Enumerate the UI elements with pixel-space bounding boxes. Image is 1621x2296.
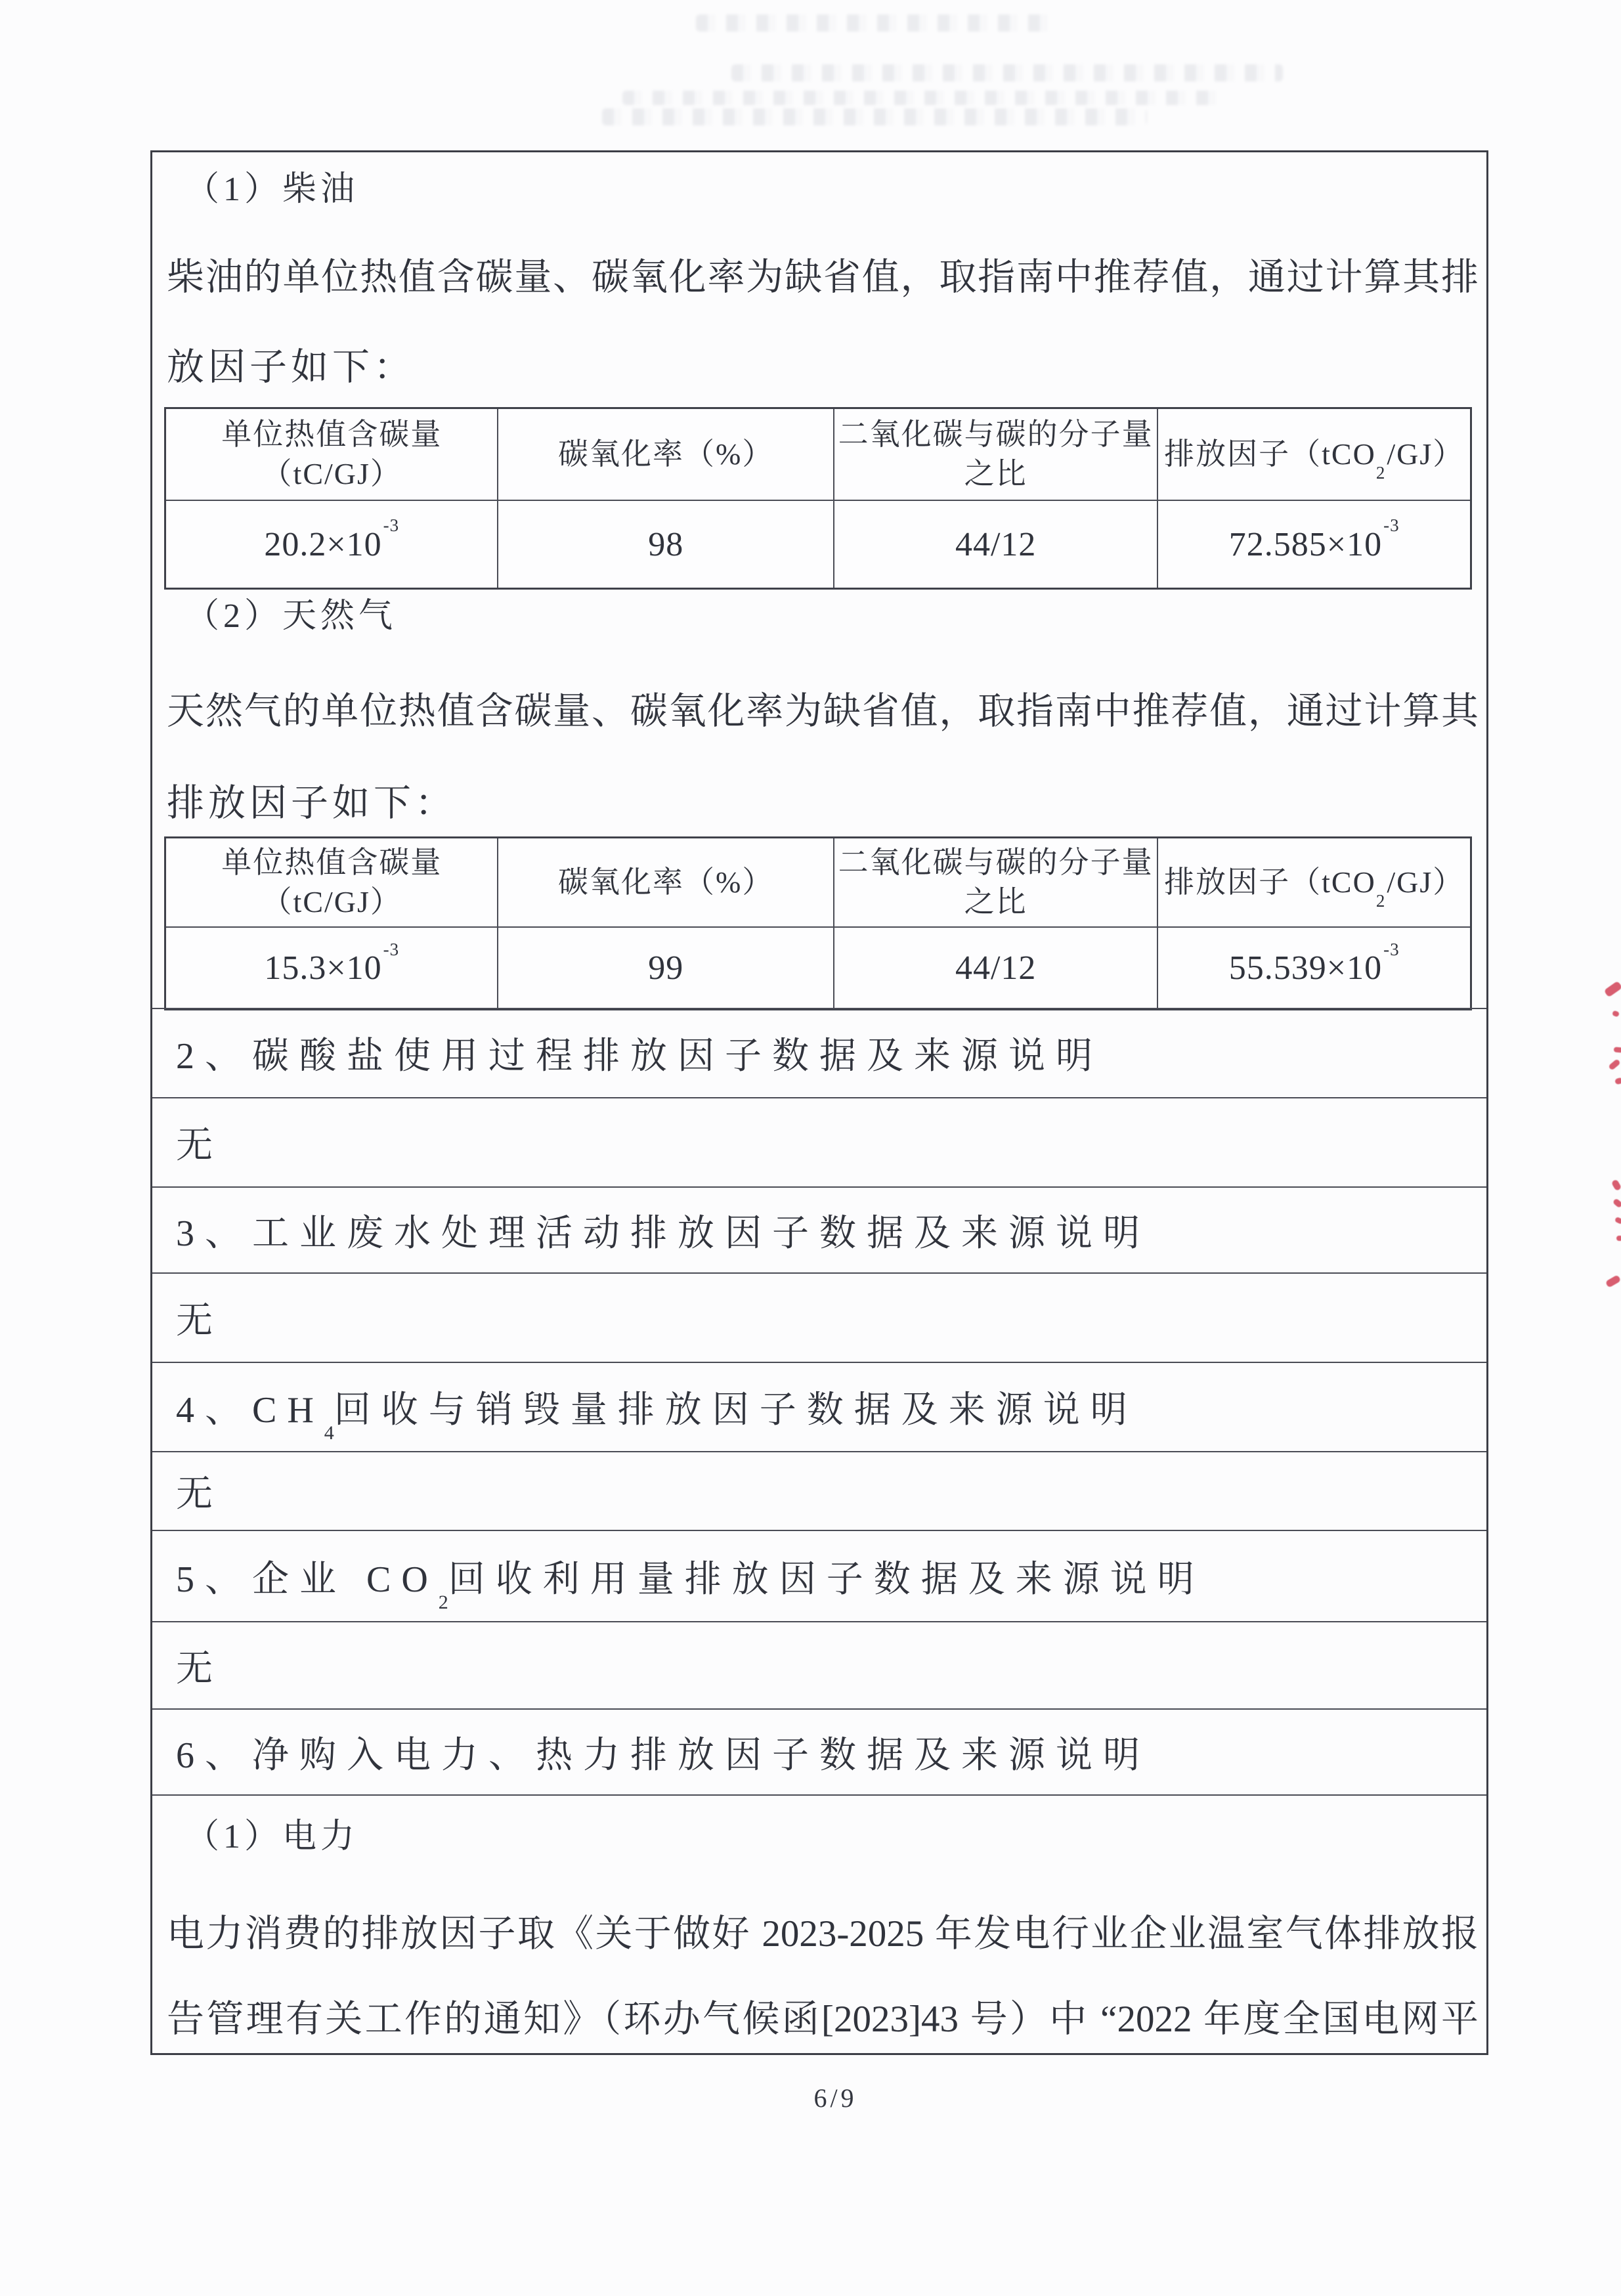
header-unit: （tC/GJ） <box>261 457 402 490</box>
electricity-paragraph-line1: 电力消费的排放因子取《关于做好 2023-2025 年发电行业企业温室气体排放报 <box>167 1913 1479 1955</box>
gas-oxidation-value: 99 <box>498 928 834 1008</box>
header-text: 排放因子（tCO$_2$/GJ） <box>1164 437 1465 483</box>
header-text: 二氧化碳与碳的分子量 <box>838 418 1154 451</box>
header-cell-molecular-ratio <box>834 838 1159 928</box>
seal-fragment <box>1614 1047 1621 1052</box>
header-text: 排放因子（tCO$_2$/GJ） <box>1164 865 1465 911</box>
section-2-value: 无 <box>152 1097 1486 1186</box>
diesel-ratio-value: 44/12 <box>834 501 1159 588</box>
header-text: 单位热值含碳量 <box>221 418 443 451</box>
diesel-heat-carbon-value: $20.2\times 10^{-3}$ <box>166 501 498 588</box>
seal-fragment <box>1612 1198 1621 1209</box>
page-number: 6/9 <box>813 2083 857 2113</box>
section-5-value: 无 <box>152 1621 1486 1708</box>
seal-fragment <box>1614 1077 1621 1085</box>
header-text: 二氧化碳与碳的分子量 <box>838 846 1154 879</box>
diesel-subsection-heading: （1）柴油 <box>185 171 359 208</box>
seal-fragment <box>1616 1236 1621 1241</box>
header-text2: 之比 <box>964 885 1027 919</box>
header-cell-molecular-ratio <box>834 409 1159 501</box>
header-cell-oxidation-rate <box>498 838 834 928</box>
header-cell-emission-factor <box>1158 838 1470 928</box>
diesel-factor-value: $72.585\times 10^{-3}$ <box>1228 515 1400 563</box>
seal-fragment <box>1604 981 1621 998</box>
header-unit: （tC/GJ） <box>261 885 402 919</box>
gas-ratio-value: 44/12 <box>834 928 1159 1008</box>
section-3-title: 3、工业废水处理活动排放因子数据及来源说明 <box>152 1186 1486 1272</box>
gas-emission-factor-table <box>164 836 1472 1010</box>
header-text: 碳氧化率（%） <box>558 437 774 471</box>
diesel-paragraph-line2: 放因子如下： <box>167 347 415 388</box>
header-cell-heat-carbon <box>166 838 498 928</box>
content-border-box <box>150 150 1488 2055</box>
gas-paragraph-line2: 排放因子如下： <box>167 783 456 824</box>
diesel-emission-factor-table <box>164 407 1472 590</box>
scan-bleed-artifact <box>731 64 1283 81</box>
electricity-subsection-heading: （1）电力 <box>185 1818 359 1855</box>
section-6-content-cell <box>152 1794 1486 2053</box>
header-text: 碳氧化率（%） <box>558 865 774 899</box>
section-5-title: 5、企业 $CO_2$回收利用量排放因子数据及来源说明 <box>152 1530 1486 1621</box>
section-2-title: 2、碳酸盐使用过程排放因子数据及来源说明 <box>152 1008 1486 1097</box>
seal-fragment <box>1608 1058 1621 1070</box>
diesel-oxidation-value: 98 <box>498 501 834 588</box>
header-cell-heat-carbon <box>166 409 498 501</box>
seal-fragment <box>1612 1010 1620 1018</box>
section-4-title: 4、$CH_4$回收与销毁量排放因子数据及来源说明 <box>152 1362 1486 1451</box>
electricity-paragraph-line2: 告管理有关工作的通知》（环办气候函[2023]43 号）中 “2022 年度全国电网平 <box>167 1999 1479 2040</box>
gas-heat-carbon-value: $15.3\times 10^{-3}$ <box>166 928 498 1008</box>
gas-factor-value: $55.539\times 10^{-3}$ <box>1228 939 1400 987</box>
seal-fragment <box>1611 1179 1621 1192</box>
section-6-title: 6、净购入电力、热力排放因子数据及来源说明 <box>152 1708 1486 1794</box>
gas-paragraph-line1: 天然气的单位热值含碳量、碳氧化率为缺省值，取指南中推荐值，通过计算其 <box>167 691 1479 732</box>
scan-bleed-artifact <box>622 91 1220 105</box>
header-cell-oxidation-rate <box>498 409 834 501</box>
gas-subsection-heading: （2）天然气 <box>185 597 397 635</box>
header-cell-emission-factor <box>1158 409 1470 501</box>
section-4-value: 无 <box>152 1451 1486 1530</box>
diesel-paragraph-line1: 柴油的单位热值含碳量、碳氧化率为缺省值，取指南中推荐值，通过计算其排 <box>167 257 1479 298</box>
scan-bleed-artifact <box>696 14 1050 32</box>
seal-fragment <box>1605 1274 1621 1288</box>
header-text: 单位热值含碳量 <box>221 846 443 879</box>
header-text2: 之比 <box>964 457 1027 490</box>
section-3-value: 无 <box>152 1272 1486 1362</box>
seal-fragment <box>1614 1217 1621 1224</box>
scan-bleed-artifact <box>602 108 1147 125</box>
